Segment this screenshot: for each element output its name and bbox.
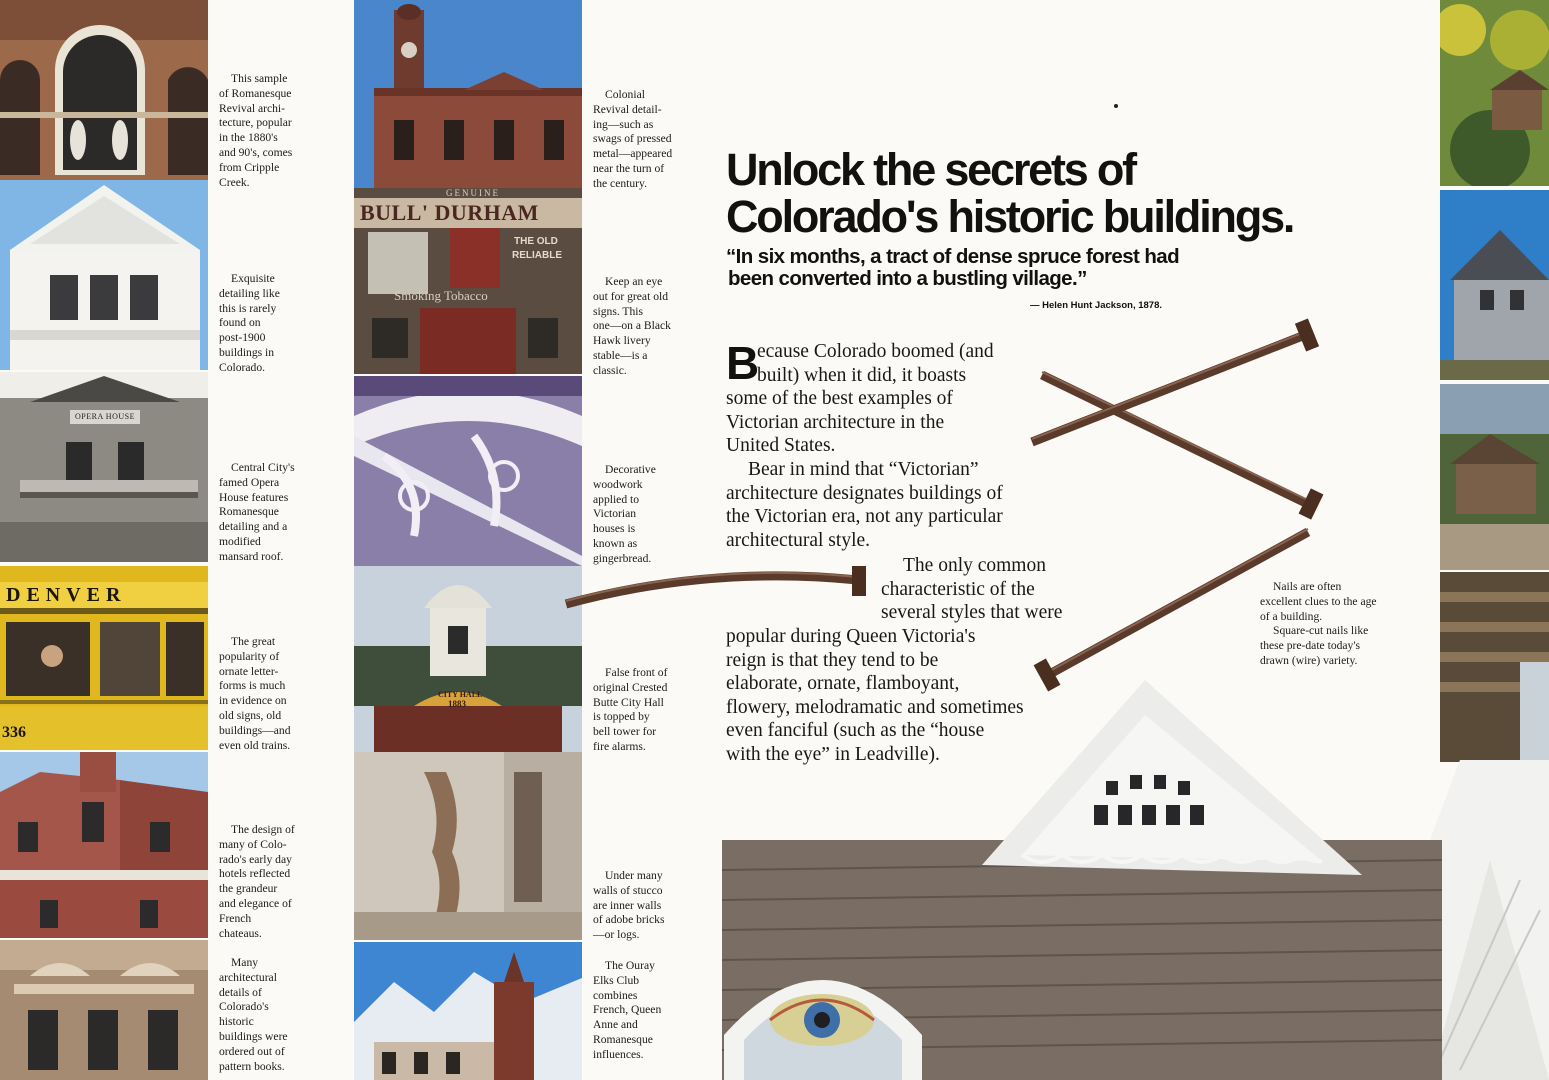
body-line: The only common xyxy=(903,555,1046,576)
caption-line: Exquisite xyxy=(231,272,275,285)
caption-line: and 90's, comes xyxy=(219,145,293,159)
caption-line: Romanesque xyxy=(219,505,279,519)
body-line: United States. xyxy=(726,435,836,457)
caption-line: Decorative xyxy=(605,463,656,476)
caption-line: walls of stucco xyxy=(593,883,663,897)
caption-line: old signs, old xyxy=(219,708,282,722)
caption-line: from Cripple xyxy=(219,160,280,174)
caption-line: ing—such as xyxy=(593,117,654,131)
nail-long-diagonal xyxy=(1034,529,1308,692)
body-line: built) when it did, it boasts xyxy=(757,364,967,386)
caption-romanesque xyxy=(219,72,292,190)
caption-line: modified xyxy=(219,534,261,548)
caption-line: near the turn of xyxy=(593,161,665,175)
city-hall-label: CITY HALL xyxy=(438,690,483,699)
body-line: architecture designates buildings of xyxy=(726,482,1003,504)
caption-line: Keep an eye xyxy=(605,275,663,288)
caption-opera-house xyxy=(219,461,295,565)
caption-line: House features xyxy=(219,490,289,504)
body-line: Victorian architecture in the xyxy=(726,411,945,433)
photo-gray-house xyxy=(1440,190,1549,380)
caption-line: buildings in xyxy=(219,345,275,359)
caption-line: these pre-date today's xyxy=(1260,639,1360,653)
quote-attribution: — Helen Hunt Jackson, 1878. xyxy=(1030,300,1162,311)
caption-letterforms xyxy=(219,635,291,753)
caption-line: known as xyxy=(593,536,638,550)
headline-line-1: Unlock the secrets of xyxy=(726,144,1135,195)
caption-line: False front of xyxy=(605,666,668,679)
body-line: Bear in mind that “Victorian” xyxy=(748,459,979,480)
caption-line: architectural xyxy=(219,970,277,984)
photo-pattern-book-facade xyxy=(0,940,208,1080)
caption-line: influences. xyxy=(593,1047,644,1061)
caption-line: in evidence on xyxy=(219,694,287,708)
caption-line: Colonial xyxy=(605,88,645,101)
photo-romanesque-window xyxy=(0,0,208,180)
caption-line: The great xyxy=(231,635,276,648)
photo-bull-durham-sign xyxy=(354,188,582,374)
caption-line: Square-cut nails like xyxy=(1273,624,1369,638)
caption-line: French, Queen xyxy=(593,1003,662,1017)
caption-line: tecture, popular xyxy=(219,116,292,130)
caption-line: in the 1880's xyxy=(219,131,278,145)
decorative-dot xyxy=(1114,104,1118,108)
caption-line: mansard roof. xyxy=(219,549,284,563)
caption-elks-club xyxy=(593,959,661,1063)
opera-house-sign: OPERA HOUSE xyxy=(75,412,135,421)
caption-line: gingerbread. xyxy=(593,551,652,565)
body-line: with the eye” in Leadville). xyxy=(726,743,940,765)
caption-line: rado's early day xyxy=(219,852,292,866)
body-line: ecause Colorado boomed (and xyxy=(757,341,994,362)
body-line: flowery, melodramatic and sometimes xyxy=(726,696,1024,718)
nail-crossed-2 xyxy=(1032,318,1319,442)
caption-line: applied to xyxy=(593,492,640,506)
caption-line: detailing and a xyxy=(219,520,288,534)
caption-line: woodwork xyxy=(593,477,643,491)
caption-line: excellent clues to the age xyxy=(1260,594,1377,608)
caption-line: buildings—and xyxy=(219,723,291,737)
caption-line: —or logs. xyxy=(593,928,640,942)
caption-line: famed Opera xyxy=(219,475,280,489)
quote-line-1: “In six months, a tract of dense spruce forest had xyxy=(726,245,1180,268)
body-line: characteristic of the xyxy=(881,578,1035,600)
sign-reliable: RELIABLE xyxy=(512,250,562,261)
caption-line: The Ouray xyxy=(605,959,655,972)
caption-line: metal—appeared xyxy=(593,147,673,161)
photo-house-with-the-eye xyxy=(722,675,1442,1080)
caption-line: Colorado's xyxy=(219,1000,269,1014)
caption-line: Hawk livery xyxy=(593,334,651,348)
caption-line: Many xyxy=(231,956,259,969)
photo-gingerbread-woodwork xyxy=(354,376,582,566)
caption-line: Nails are often xyxy=(1273,580,1342,593)
caption-line: is topped by xyxy=(593,710,650,724)
caption-line: many of Colo- xyxy=(219,837,287,851)
caption-line: Creek. xyxy=(219,175,250,189)
caption-colonial-revival xyxy=(593,88,672,192)
photo-aspen-cabin xyxy=(1440,0,1549,186)
denver-sign: DENVER xyxy=(6,584,127,606)
caption-line: Central City's xyxy=(231,461,295,474)
headline-line-2: Colorado's historic buildings. xyxy=(726,191,1294,242)
photo-crested-butte-city-hall xyxy=(354,566,582,752)
body-line: even fanciful (such as the “house xyxy=(726,720,985,742)
caption-line: are inner walls xyxy=(593,898,662,912)
body-line: reign is that they tend to be xyxy=(726,649,939,671)
sign-the-old: THE OLD xyxy=(514,236,558,247)
drop-cap: B xyxy=(726,337,760,389)
caption-line: and elegance of xyxy=(219,896,292,910)
caption-line: Anne and xyxy=(593,1018,638,1032)
body-line: popular during Queen Victoria's xyxy=(726,626,976,647)
caption-line: original Crested xyxy=(593,680,668,694)
caption-line: ornate letter- xyxy=(219,664,279,678)
caption-line: Butte City Hall xyxy=(593,695,664,709)
caption-line: post-1900 xyxy=(219,331,266,345)
square-nails-illustration xyxy=(560,310,1330,700)
caption-line: Elks Club xyxy=(593,973,640,987)
caption-line: Romanesque xyxy=(593,1032,653,1046)
caption-adobe xyxy=(593,869,664,943)
body-line: elaborate, ornate, flamboyant, xyxy=(726,673,960,695)
caption-line: houses is xyxy=(593,522,636,536)
photo-colonial-revival-tower xyxy=(354,0,582,188)
photo-ouray-elks-club xyxy=(354,942,582,1080)
caption-line: of adobe bricks xyxy=(593,913,665,927)
caption-line: forms is much xyxy=(219,679,286,693)
caption-pattern-books xyxy=(219,956,288,1074)
photo-adobe-wall xyxy=(354,752,582,940)
photo-mine-building xyxy=(1440,384,1549,570)
caption-line: French xyxy=(219,911,252,925)
caption-line: pattern books. xyxy=(219,1059,285,1073)
caption-line: ordered out of xyxy=(219,1044,285,1058)
caption-line: This sample xyxy=(231,72,288,85)
body-line: architectural style. xyxy=(726,529,871,551)
train-number: 336 xyxy=(2,724,26,741)
page-title xyxy=(726,146,1293,240)
caption-line: chateaus. xyxy=(219,926,262,940)
caption-line: Revival detail- xyxy=(593,102,662,116)
caption-exquisite-detailing xyxy=(219,272,280,376)
caption-line: details of xyxy=(219,985,262,999)
sign-genuine: GENUINE xyxy=(446,188,500,198)
caption-line: The design of xyxy=(231,823,295,836)
caption-line: of a building. xyxy=(1260,609,1323,623)
caption-line: classic. xyxy=(593,363,627,377)
sign-bull-durham: BULL' DURHAM xyxy=(360,200,539,225)
caption-line: bell tower for xyxy=(593,725,657,739)
caption-line: buildings were xyxy=(219,1029,288,1043)
caption-line: the century. xyxy=(593,176,647,190)
quote-line-2: been converted into a bustling village.” xyxy=(728,267,1087,290)
body-line: the Victorian era, not any particular xyxy=(726,506,1003,528)
caption-line: Revival archi- xyxy=(219,101,285,115)
body-line: some of the best examples of xyxy=(726,388,953,409)
caption-line: out for great old xyxy=(593,289,669,303)
nail-horizontal xyxy=(566,566,866,604)
caption-line: the grandeur xyxy=(219,882,278,896)
caption-line: of Romanesque xyxy=(219,86,292,100)
caption-line: drawn (wire) variety. xyxy=(1260,653,1358,667)
sign-smoking-tobacco: Smoking Tobacco xyxy=(394,288,488,303)
caption-line: found on xyxy=(219,316,261,330)
caption-line: one—on a Black xyxy=(593,319,671,333)
body-line: several styles that were xyxy=(881,602,1063,624)
caption-line: this is rarely xyxy=(219,301,277,315)
caption-line: signs. This xyxy=(593,304,644,318)
photo-white-gable xyxy=(0,180,208,370)
pull-quote xyxy=(726,246,1179,290)
caption-line: swags of pressed xyxy=(593,132,672,146)
photo-log-cabin xyxy=(1440,572,1549,762)
city-hall-year: 1883 xyxy=(448,699,466,709)
caption-line: Colorado. xyxy=(219,360,266,374)
photo-opera-house xyxy=(0,372,208,562)
caption-line: stable—is a xyxy=(593,348,648,362)
caption-line: Under many xyxy=(605,869,663,882)
caption-line: historic xyxy=(219,1015,254,1029)
photo-french-hotel xyxy=(0,752,208,938)
caption-french-chateaus xyxy=(219,823,295,941)
nail-crossed-1 xyxy=(1042,372,1323,520)
caption-line: popularity of xyxy=(219,649,280,663)
caption-line: fire alarms. xyxy=(593,739,646,753)
caption-line: hotels reflected xyxy=(219,867,291,881)
caption-line: detailing like xyxy=(219,286,280,300)
caption-line: Victorian xyxy=(593,507,637,521)
caption-line: combines xyxy=(593,988,638,1002)
photo-denver-train xyxy=(0,566,208,750)
caption-line: even old trains. xyxy=(219,738,291,752)
